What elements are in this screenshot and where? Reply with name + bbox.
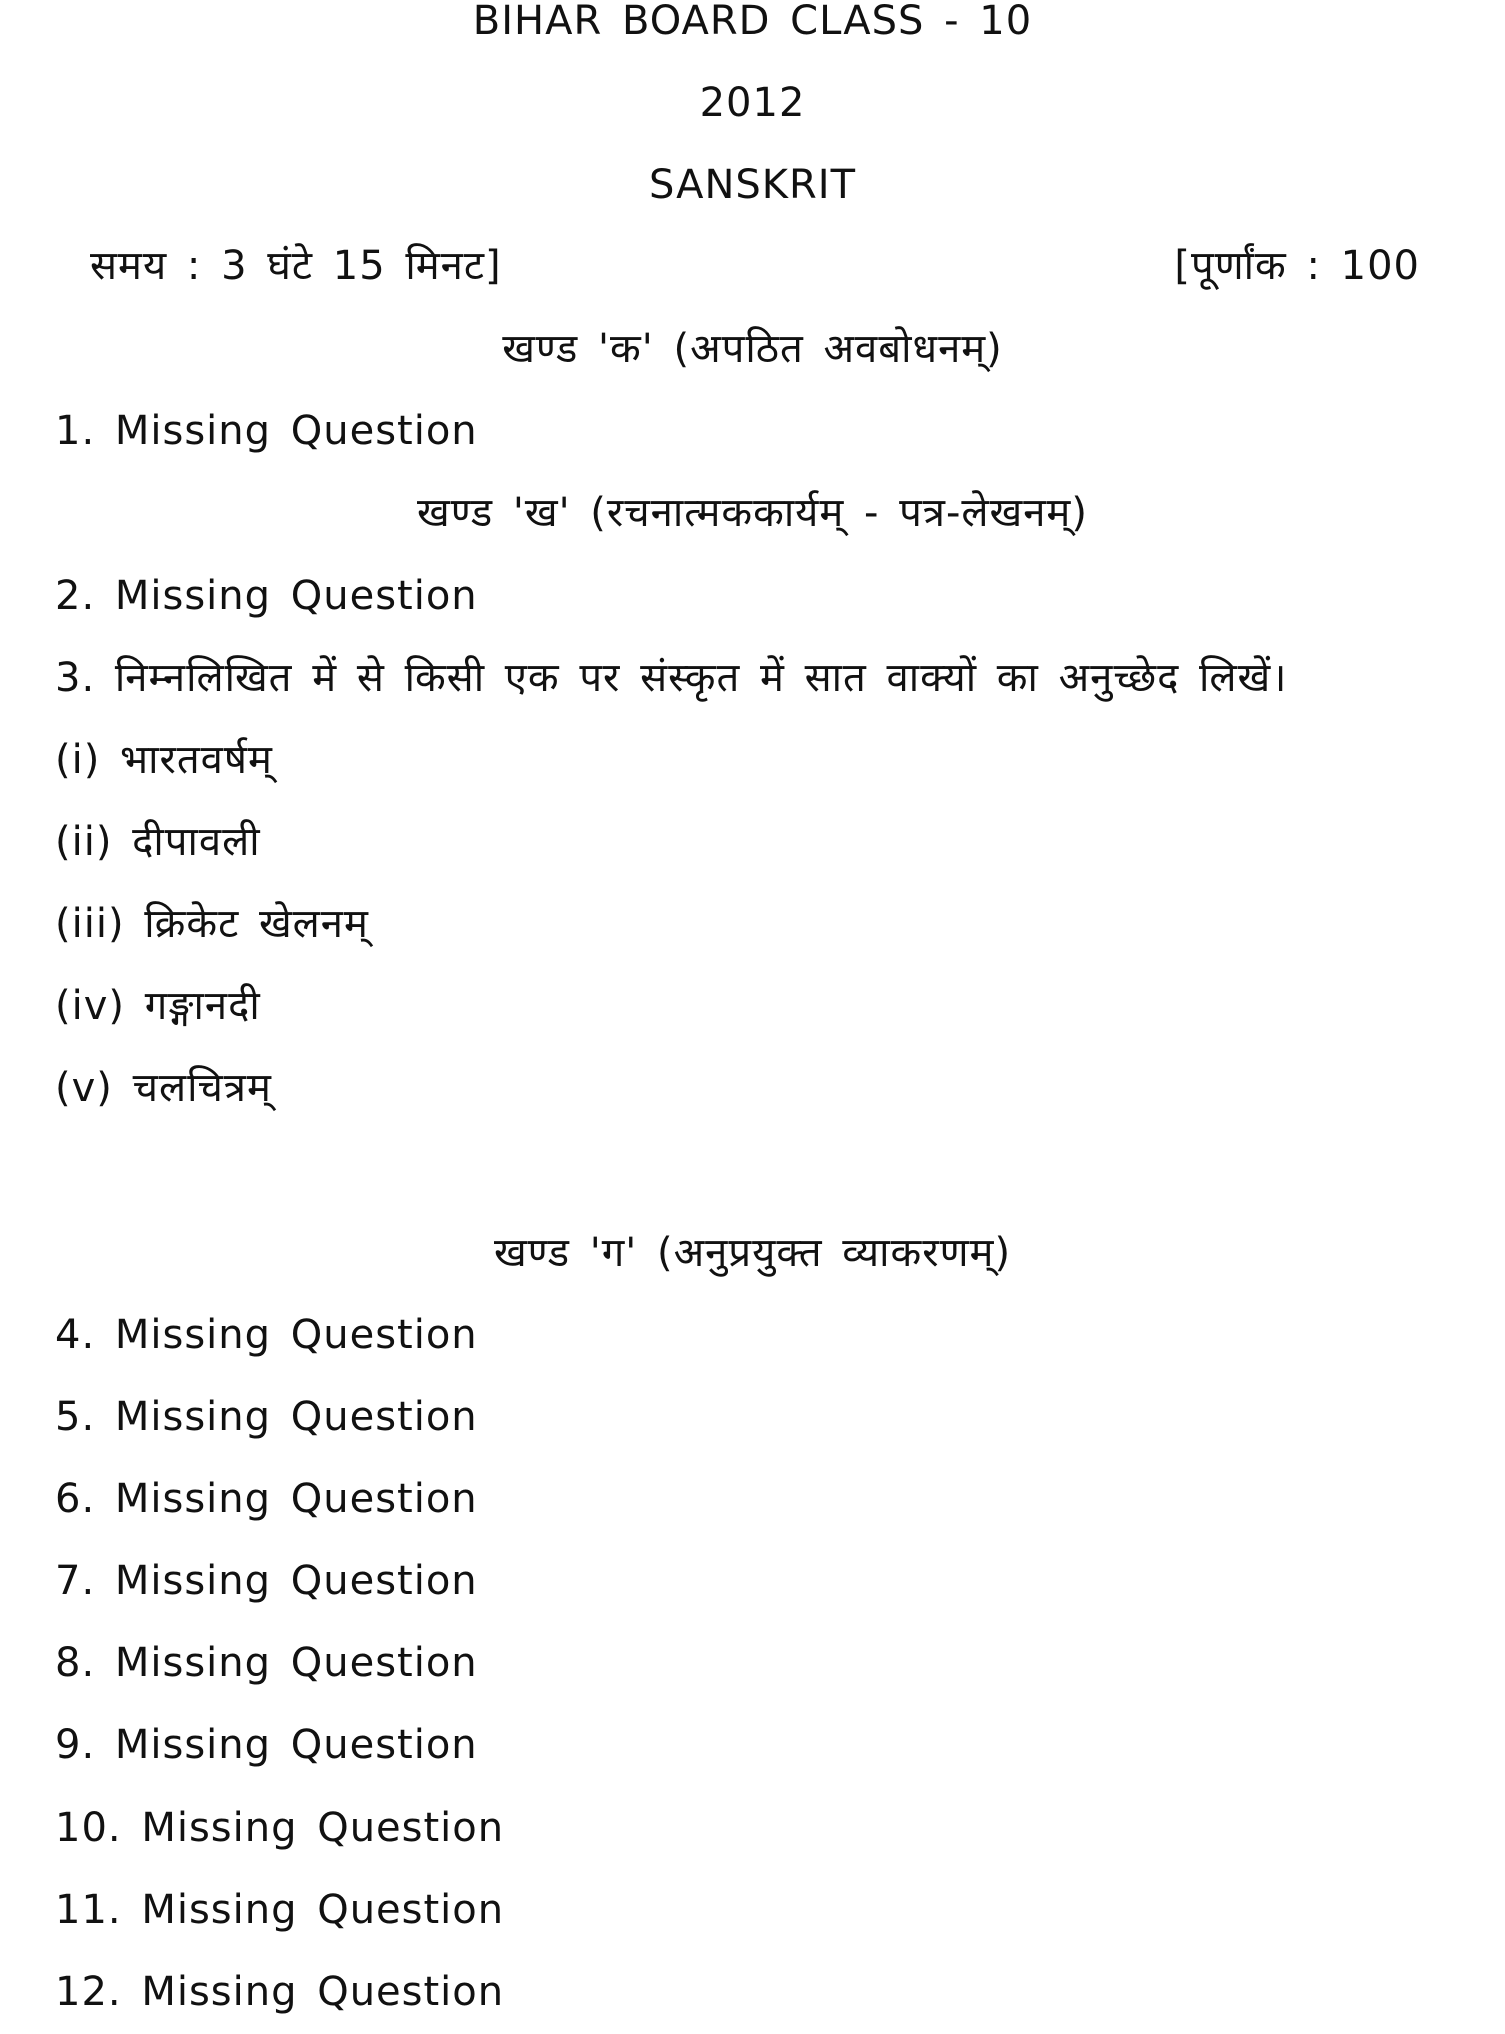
q3-option-1: (i) भारतवर्षम् — [55, 737, 273, 783]
section-ka-heading: खण्ड 'क' (अपठित अवबोधनम्) — [502, 326, 1003, 372]
q3-option-3: (iii) क्रिकेट खेलनम् — [55, 901, 369, 947]
board-title: BIHAR BOARD CLASS - 10 — [472, 0, 1033, 44]
full-marks: [पूर्णांक : 100 — [1174, 243, 1420, 289]
question-10: 10. Missing Question — [55, 1805, 505, 1851]
section-ga-heading: खण्ड 'ग' (अनुप्रयुक्त व्याकरणम्) — [493, 1230, 1012, 1276]
subject-title: SANSKRIT — [648, 162, 857, 208]
q3-option-2: (ii) दीपावली — [55, 819, 261, 865]
time-allowed: समय : 3 घंटे 15 मिनट] — [90, 243, 502, 289]
question-8: 8. Missing Question — [55, 1640, 478, 1686]
question-9: 9. Missing Question — [55, 1722, 478, 1768]
exam-year: 2012 — [699, 80, 806, 126]
question-5: 5. Missing Question — [55, 1394, 478, 1440]
question-2: 2. Missing Question — [55, 573, 478, 619]
question-12: 12. Missing Question — [55, 1969, 505, 2015]
question-7: 7. Missing Question — [55, 1558, 478, 1604]
question-4: 4. Missing Question — [55, 1312, 478, 1358]
question-6: 6. Missing Question — [55, 1476, 478, 1522]
q3-option-5: (v) चलचित्रम् — [55, 1065, 272, 1111]
q3-option-4: (iv) गङ्गानदी — [55, 983, 261, 1029]
question-11: 11. Missing Question — [55, 1887, 505, 1933]
section-kha-heading: खण्ड 'ख' (रचनात्मककार्यम् - पत्र-लेखनम्) — [417, 490, 1088, 536]
question-3: 3. निम्नलिखित में से किसी एक पर संस्कृत में सात वाक्यों का अनुच्छेद लिखें। — [55, 655, 1288, 701]
question-1: 1. Missing Question — [55, 408, 478, 454]
